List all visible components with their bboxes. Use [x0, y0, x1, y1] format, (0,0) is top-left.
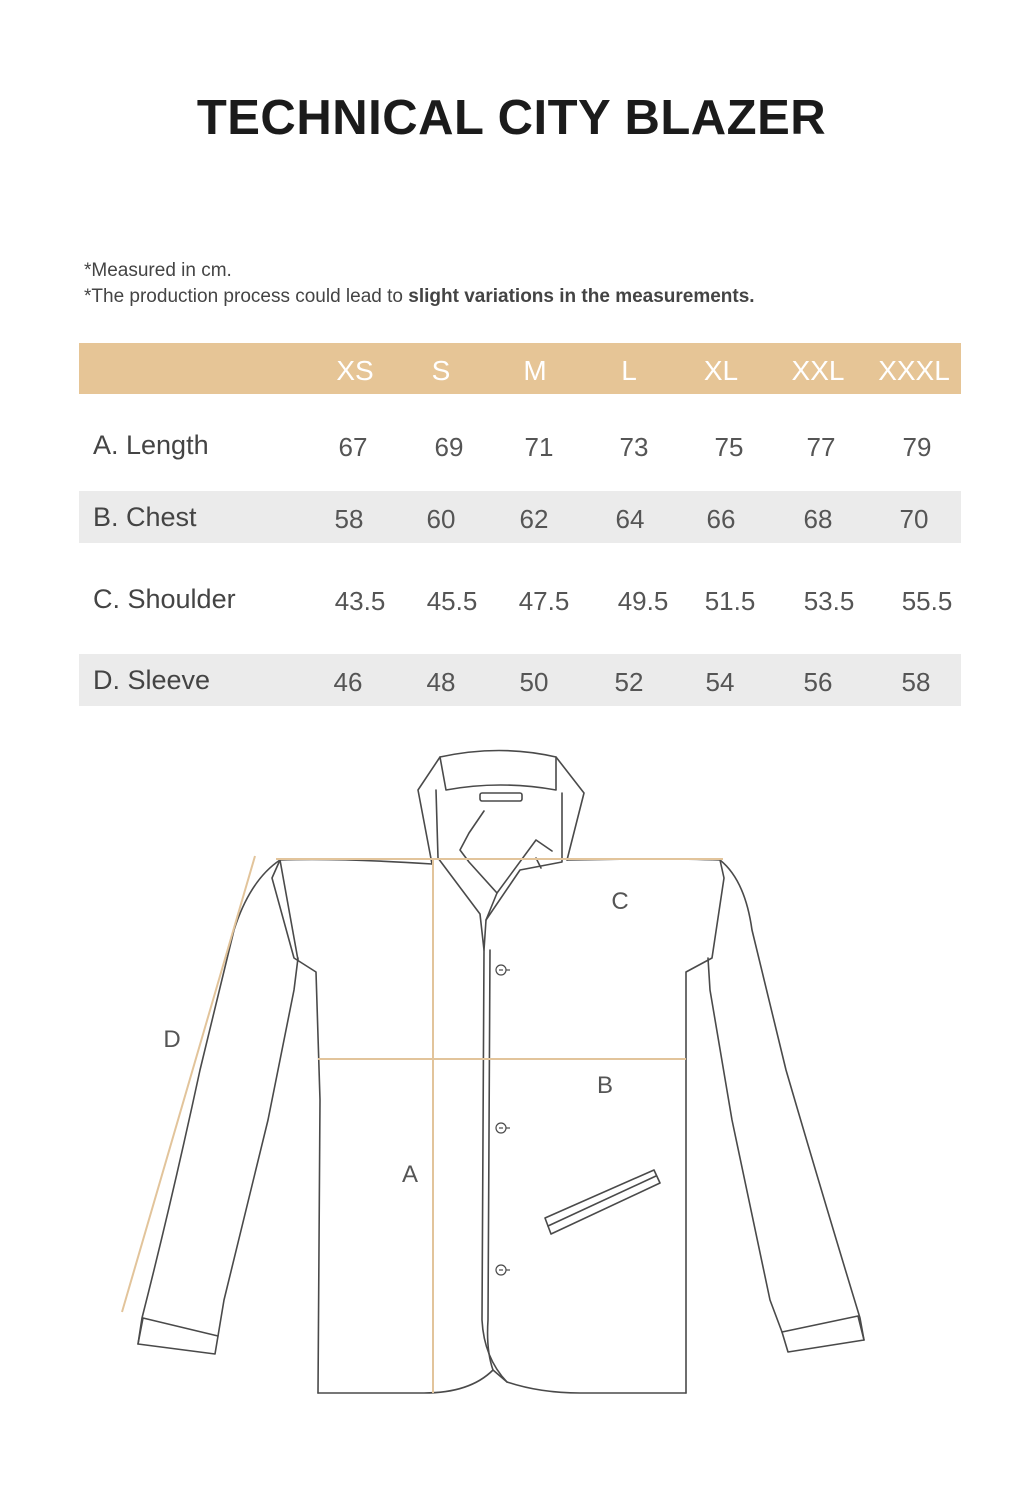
page-title: TECHNICAL CITY BLAZER	[196, 91, 827, 145]
welt-pocket	[545, 1170, 660, 1234]
cell-value: 43.5	[334, 586, 386, 616]
size-header-row	[79, 343, 961, 394]
cell-value: 53.5	[803, 586, 855, 616]
button-icon	[496, 1123, 510, 1133]
size-header-m: M	[523, 355, 547, 386]
cell-value: 75	[714, 432, 744, 462]
cell-value: 51.5	[704, 586, 756, 616]
note-variation-text: *The production process could lead to	[84, 286, 409, 307]
sleeve-measure-line	[122, 856, 255, 1312]
cell-value: 45.5	[426, 586, 478, 616]
size-header-xl: XL	[703, 355, 739, 386]
table-row-length	[79, 419, 961, 471]
button-icon	[496, 965, 510, 975]
label-d: D	[163, 1026, 181, 1053]
table-row-chest	[79, 491, 961, 543]
cell-value: 60	[426, 504, 456, 534]
row-label: D. Sleeve	[93, 665, 211, 695]
cell-value: 58	[334, 504, 364, 534]
row-label: C. Shoulder	[93, 584, 236, 614]
blazer-right-side	[567, 859, 724, 1393]
cell-value: 68	[803, 504, 833, 534]
collar-outline	[418, 751, 584, 865]
label-b: B	[596, 1072, 614, 1099]
size-chart-table	[79, 343, 961, 697]
cell-value: 48	[426, 667, 456, 697]
cell-value: 69	[434, 432, 464, 462]
left-sleeve	[138, 860, 298, 1354]
label-a: A	[401, 1161, 419, 1188]
left-lapel	[436, 790, 497, 950]
cell-value: 50	[519, 667, 549, 697]
right-sleeve	[708, 860, 864, 1352]
cell-value: 73	[619, 432, 649, 462]
size-header-xxl: XXL	[791, 355, 845, 386]
cell-value: 64	[615, 504, 645, 534]
cell-value: 52	[614, 667, 644, 697]
cell-value: 46	[333, 667, 363, 697]
note-variation-bold: slight variations in the measurements.	[408, 286, 755, 307]
cell-value: 54	[705, 667, 735, 697]
size-header-xs: XS	[336, 355, 374, 386]
blazer-diagram	[0, 720, 1023, 1420]
size-header-l: L	[621, 355, 637, 386]
note-unit: *Measured in cm.	[84, 260, 232, 281]
cell-value: 66	[706, 504, 736, 534]
cell-value: 55.5	[901, 586, 953, 616]
size-header-xxxl: XXXL	[878, 355, 950, 386]
button-icon	[496, 1265, 510, 1275]
cell-value: 47.5	[518, 586, 570, 616]
cell-value: 70	[899, 504, 929, 534]
table-row-shoulder	[79, 573, 961, 625]
cell-value: 77	[806, 432, 836, 462]
cell-value: 79	[902, 432, 932, 462]
cell-value: 56	[803, 667, 833, 697]
row-label: B. Chest	[93, 502, 197, 532]
cell-value: 58	[901, 667, 931, 697]
cell-value: 62	[519, 504, 549, 534]
cell-value: 67	[338, 432, 368, 462]
table-row-sleeve	[79, 654, 961, 706]
collar-inner-line	[440, 757, 556, 790]
size-header-s: S	[431, 355, 451, 386]
front-edge	[482, 950, 507, 1382]
collar-label	[480, 793, 522, 801]
cell-value: 49.5	[617, 586, 669, 616]
blazer-hem	[318, 1370, 686, 1393]
measurement-notes	[84, 258, 755, 310]
cell-value: 71	[524, 432, 554, 462]
note-variation	[84, 284, 755, 310]
blazer-left-side	[272, 860, 432, 1394]
label-c: C	[611, 888, 629, 915]
row-label: A. Length	[93, 430, 209, 460]
